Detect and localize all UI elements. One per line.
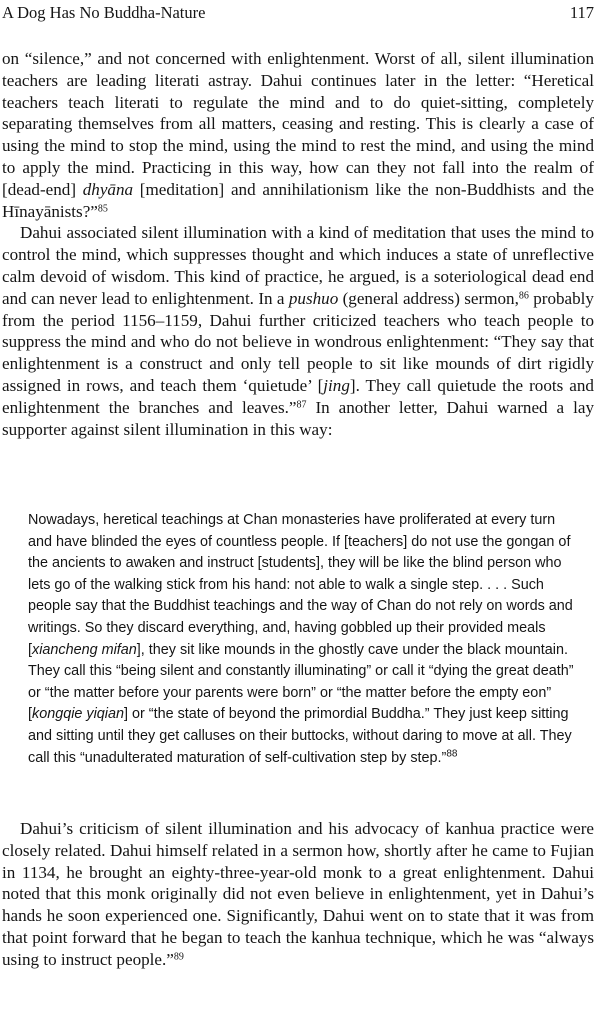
footnote-ref-85: 85 <box>97 203 108 215</box>
term-dhyana: dhyāna <box>82 179 134 199</box>
page-number: 117 <box>569 3 594 22</box>
paragraph-1 <box>2 48 594 222</box>
paragraph-1-text-b: [meditation] and annihilationism like the non-Buddhists and the Hīnayānists?” <box>2 179 594 221</box>
paragraph-2 <box>2 222 594 440</box>
paragraph-3 <box>2 818 594 971</box>
footnote-ref-89: 89 <box>173 951 184 963</box>
term-jing: jing <box>323 375 350 395</box>
running-header <box>2 0 598 26</box>
footnote-ref-87: 87 <box>296 399 307 411</box>
term-pushuo: pushuo <box>288 288 339 308</box>
paragraph-3-text: Dahui’s criticism of silent illumination and his advocacy of kanhua practice were closely related. Dahui himself related in a sermon how, shortly after he came to Fujian in 1134, he brought an eighty-three-year-old monk to a great enlightenment. Dahui noted that this monk originally did not even believe in enlightenment, yet in Dahui’s hands he soon experienced one. Significantly, Dahui went on to state that it was from that point forward that he began to teach the kanhua technique, which he was “always using to instruct people.” <box>2 819 594 969</box>
footnote-ref-86: 86 <box>518 290 529 302</box>
quote-text-a: Nowadays, heretical teachings at Chan monasteries have proliferated at every turn and have blinded the eyes of countless people. If [teachers] do not use the gongan of the ancients to awaken and instruct [students], they will be like the blind person who lets go of the walking stick from his hand: not able to walk a single step. . . . Such people say that the Buddhist teachings and the way of Chan do not rely on words and writings. So they discard everything, and, having gobbled up their provided meals [ <box>28 512 573 658</box>
main-text <box>2 48 594 440</box>
paragraph-2-text-e: In another letter, Dahui warned a lay supporter against silent illumination in this way: <box>2 397 594 439</box>
paragraph-2-text-b: (general address) sermon, <box>338 288 519 308</box>
quote-text-b: ], they sit like mounds in the ghostly cave under the black mountain. They call this “being silent and constantly illuminating” or call it “dying the great death” or “the matter before your parents were born” or “the matter before the empty eon” [ <box>28 641 574 723</box>
paragraph-2-text-c: probably from the period 1156–1159, Dahui further criticized teachers who teach people to suppress the mind and who do not believe in wondrous enlightenment: “They say that enlightenment is a construct and only tell people to sit like mounds of dirt rigidly assigned in rows, and teach them ‘quietude’ [ <box>2 288 594 395</box>
term-xiancheng-mifan: xiancheng mifan <box>32 641 137 658</box>
term-kongqie-yiqian: kongqie yiqian <box>32 706 125 723</box>
quote-text-c: ] or “the state of beyond the primordial Buddha.” They just keep sitting and sitting until they get calluses on their buttocks, without daring to move at all. They call this “unadulterated maturation of self-cultivation step by step.” <box>28 706 572 766</box>
paragraph-2-text-a: Dahui associated silent illumination with a kind of meditation that uses the mind to control the mind, which suppresses thought and which induces a state of unreflective calm devoid of wisdom. This kind of practice, he argued, is a soteriological dead end and can never lead to enlightenment. In a <box>2 223 594 308</box>
running-title: A Dog Has No Buddha-Nature <box>2 3 206 22</box>
quote-paragraph <box>28 510 576 769</box>
closing-text <box>2 818 594 971</box>
paragraph-2-text-d: ]. They call quietude the roots and enlightenment the branches and leaves.” <box>2 375 594 417</box>
footnote-ref-88: 88 <box>446 748 458 760</box>
block-quote <box>28 510 576 769</box>
paragraph-1-text-a: on “silence,” and not concerned with enlightenment. Worst of all, silent illumination teachers are leading literati astray. Dahui continues later in the letter: “Heretical teachers teach literati to regulate the mind and to do quiet-sitting, completely separating themselves from all matters, ceasing and resting. This is clearly a case of using the mind to stop the mind, using the mind to rest the mind, and using the mind to apply the mind. Practicing in this way, how can they not fall into the realm of [dead-end] <box>2 49 594 199</box>
